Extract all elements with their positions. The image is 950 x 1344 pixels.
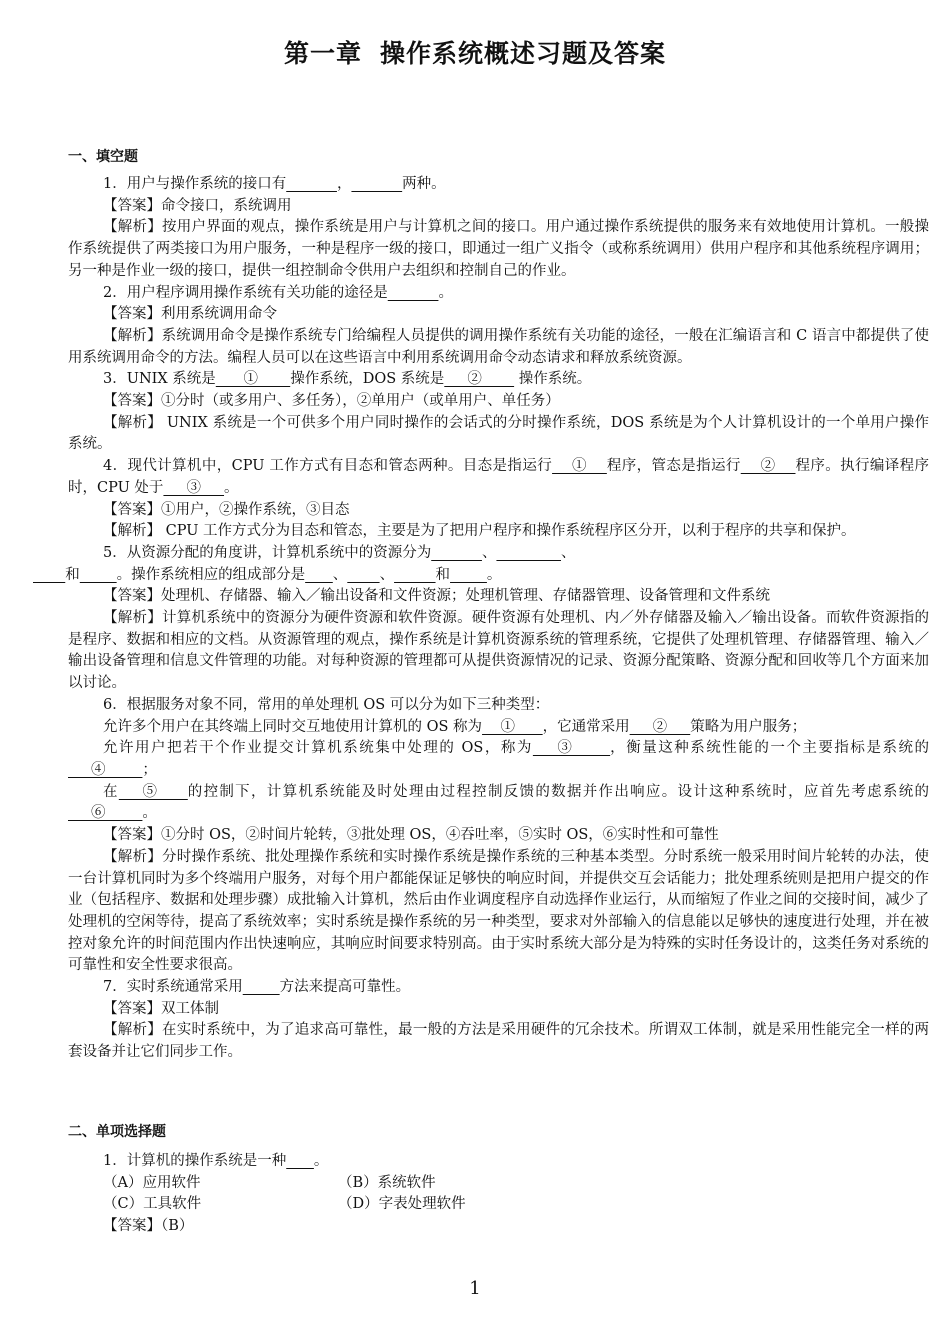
choice-answer-1: 【答案】（B） [103, 1217, 194, 1234]
option-b: （B）系统软件 [338, 1174, 436, 1191]
question-6-part-2: 允许用户把若干个作业提交计算机系统集中处理的 OS，称为 ③ ，衡量这种系统性能的一个主要指标是系统的 ④ ； [68, 740, 929, 778]
option-c: （C）工具软件 [103, 1196, 202, 1212]
chapter-label: 第一章 [283, 39, 362, 68]
question-1: 1．用户与操作系统的接口有 ， 两种。 [103, 176, 446, 192]
answer-2: 【答案】利用系统调用命令 [103, 306, 277, 323]
answer-5: 【答案】处理机、存储器、输入／输出设备和文件资源；处理机管理、存储器管理、设备管理和文件系统 [103, 588, 770, 605]
answer-7: 【答案】双工体制 [103, 1000, 219, 1017]
question-6-part-1: 允许多个用户在其终端上同时交互地使用计算机的 OS 称为 ① ，它通常采用 ② 策略为用户服务； [103, 718, 807, 735]
question-6: 6．根据服务对象不同，常用的单处理机 OS 可以分为如下三种类型： [103, 696, 550, 713]
answer-1: 【答案】命令接口，系统调用 [103, 197, 292, 214]
answer-6: 【答案】①分时 OS，②时间片轮转，③批处理 OS，④吞吐率，⑤实时 OS，⑥实时性和可靠性 [103, 827, 719, 844]
chapter-title: 操作系统概述习题及答案 [380, 39, 667, 68]
question-4: 4．现代计算机中，CPU 工作方式有目态和管态两种。目态是指运行 ① 程序，管态是指运行 ② 程序。执行编译程序时，CPU 处于 ③ 。 [68, 458, 930, 496]
fill-blank-questions [65, 174, 930, 1064]
question-7: 7．实时系统通常采用 方法来提高可靠性。 [103, 979, 411, 996]
explanation-2: 【解析】系统调用命令是操作系统专门给编程人员提供的调用操作系统有关功能的途径，一般在汇编语言和 C 语言中都提供了使用系统调用命令的方法。编程人员可以在这些语言中利用系统调用命令动态请求和释放系统资源。 [68, 327, 929, 366]
section-heading-single-choice: 二、单项选择题 [68, 1124, 166, 1140]
explanation-6: 【解析】分时操作系统、批处理操作系统和实时操作系统是操作系统的三种基本类型。分时系统一般采用时间片轮转的办法，使一台计算机同时为多个终端用户服务，对每个用户都能保证足够快的响应时间，并提供交互会话能力；批处理系统则是把用户提交的作业（包括程序、数据和处理步骤）成批输入计算机，然后由作业调度程序自动选择作业运行，从而缩短了作业之间的交接时间，减少了处理机的空闲等待，提高了系统效率；实时系统是操作系统的另一种类型，要求对外部输入的信息能以足够快的速度进行处理，并在被控对象允许的时间范围内作出快速响应，其响应时间要求特别高。由于实时系统大部分是为特殊的实时任务设计的，这类任务对系统的可靠性和安全性要求很高。 [68, 848, 929, 974]
explanation-7: 【解析】在实时系统中，为了追求高可靠性，最一般的方法是采用硬件的冗余技术。所谓双工体制，就是采用性能完全一样的两套设备并让它们同步工作。 [68, 1022, 929, 1061]
page-number: 1 [469, 1278, 481, 1299]
option-d: （D）字表处理软件 [338, 1196, 466, 1212]
section-heading-fill-blank: 一、填空题 [68, 149, 138, 165]
explanation-5: 【解析】计算机系统中的资源分为硬件资源和软件资源。硬件资源有处理机、内／外存储器及输入／输出设备。而软件资源指的是程序、数据和相应的文档。从资源管理的观点，操作系统是计算机资源系统的管理系统，它提供了处理机管理、存储器管理、输入／输出设备管理和信息文件管理的功能。对每种资源的管理都可从提供资源情况的记录、资源分配策略、资源分配和回收等几个方面来加以讨论。 [68, 610, 929, 692]
question-6-part-3: 在 ⑤ 的控制下，计算机系统能及时处理由过程控制反馈的数据并作出响应。设计这种系统时，应首先考虑系统的 ⑥ 。 [68, 783, 930, 822]
explanation-3: 【解析】 UNIX 系统是一个可供多个用户同时操作的会话式的分时操作系统，DOS 系统是为个人计算机设计的一个单用户操作系统。 [68, 414, 929, 453]
explanation-4: 【解析】 CPU 工作方式分为目态和管态，主要是为了把用户程序和操作系统程序区分开，以利于程序的共享和保护。 [103, 523, 856, 540]
question-2: 2．用户程序调用操作系统有关功能的途径是 。 [103, 284, 453, 301]
question-5: 5．从资源分配的角度讲，计算机系统中的资源分为 、 、 和 。操作系统相应的组成部分是 、 、 和 。 [65, 544, 576, 583]
explanation-1: 【解析】按用户界面的观点，操作系统是用户与计算机之间的接口。用户通过操作系统提供的服务来有效地使用计算机。一般操作系统提供了两类接口为用户服务，一种是程序一级的接口，即通过一组广义指令（或称系统调用）供用户程序和其他系统程序调用；另一种是作业一级的接口，提供一组控制命令供用户去组织和控制自己的作业。 [68, 219, 929, 279]
choice-question-stem: 1．计算机的操作系统是一种 。 [103, 1153, 329, 1169]
question-3: 3．UNIX 系统是 ① 操作系统，DOS 系统是 ② 操作系统。 [103, 371, 592, 388]
option-a: （A）应用软件 [103, 1174, 201, 1191]
answer-4: 【答案】①用户，②操作系统，③目态 [103, 501, 350, 518]
answer-3: 【答案】①分时（或多用户、多任务），②单用户（或单用户、单任务） [103, 393, 560, 410]
page-title [0, 34, 950, 70]
choice-question-1 [103, 1151, 466, 1237]
